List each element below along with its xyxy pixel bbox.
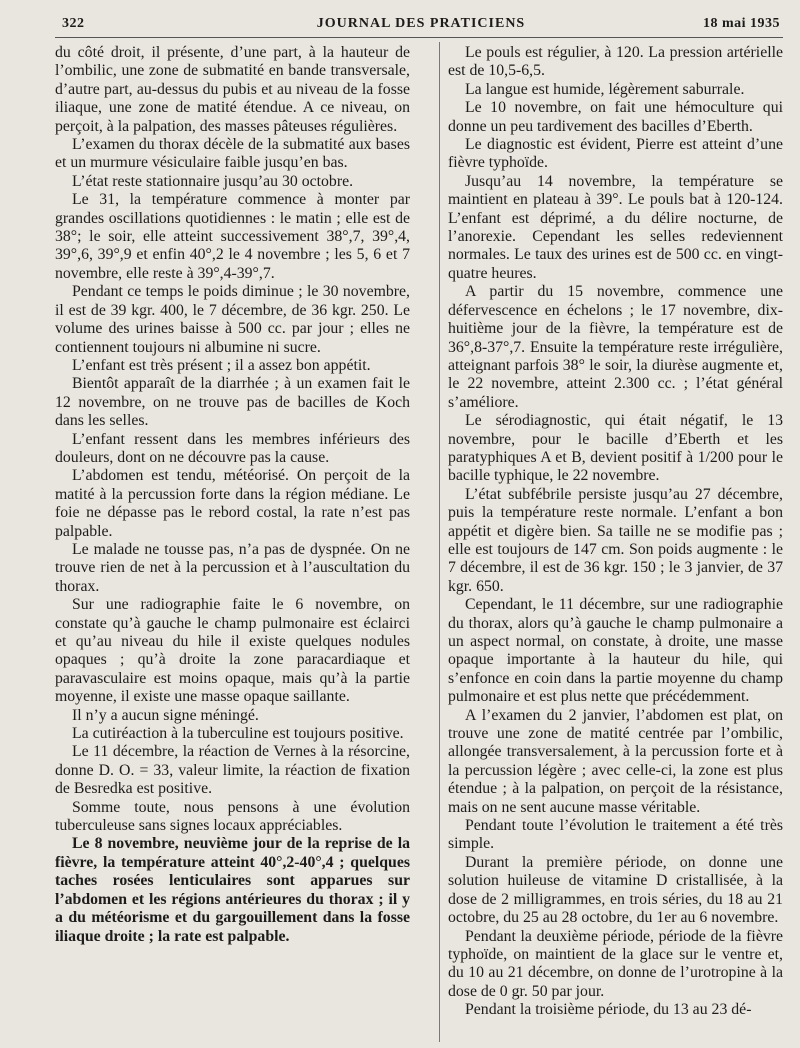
right-column [448,44,783,1040]
paragraph: Le 8 novembre, neuvième jour de la reprise de la fièvre, la température atteint 40°,2-40°,4 ; quelques taches rosées lenticulaires sont apparues sur l’abdomen et les régions antérieures du thorax ; il y a du météorisme et du gargouillement dans la fosse iliaque droite ; la rate est palpable. [55,835,410,945]
paragraph: Le malade ne tousse pas, n’a pas de dyspnée. On ne trouve rien de net à la percussion et à l’auscultation du thorax. [55,540,410,595]
paragraph: Le 31, la température commence à monter par grandes oscillations quotidiennes : le matin ; elle est de 38°; le soir, elle atteint successivement 38°,7, 39°,4, 39°,6, 39°,9 et enfin 40°,2 le 4 novembre ; les 5, 6 et 7 novembre, elle reste à 39°,4-39°,7. [55,191,410,282]
paragraph: L’abdomen est tendu, météorisé. On perçoit de la matité à la percussion forte dans la région médiane. Le foie ne dépasse pas le rebord costal, la rate n’est pas palpable. [55,467,410,540]
paragraph: Le 11 décembre, la réaction de Vernes à la résorcine, donne D. O. = 33, valeur limite, la réaction de fixation de Besredka est positive. [55,743,410,798]
paragraph: Somme toute, nous pensons à une évolution tuberculeuse sans signes locaux appréciables. [55,798,410,835]
paragraph: A l’examen du 2 janvier, l’abdomen est plat, on trouve une zone de matité centrée par l’ombilic, allongée transversalement, à la percussion forte et à la percussion légère ; avec celle-ci, la zone est plus étendue ; à la palpation, on perçoit de la résistance, mais on ne sent aucune masse véritable. [448,706,783,816]
paragraph: L’enfant est très présent ; il a assez bon appétit. [72,356,371,374]
paragraph: du côté droit, il présente, d’une part, à la hauteur de l’ombilic, une zone de submatité en bande transversale, d’autre part, au-dessus du pubis et au niveau de la fosse iliaque, une zone de matité étendue. A ce niveau, on perçoit, à la palpation, des masses pâteuses régulières. [55,44,410,135]
left-column [55,44,410,1040]
running-header [62,16,780,38]
paragraph: L’état reste stationnaire jusqu’au 30 octobre. [72,172,354,190]
page-number: 322 [62,16,85,31]
column-divider [439,42,440,1042]
paragraph: Il n’y a aucun signe méningé. [72,706,259,724]
header-rule [55,37,783,38]
paragraph: L’enfant ressent dans les membres inférieurs des douleurs, dont on ne découvre pas la cause. [55,430,410,466]
paragraph: L’examen du thorax décèle de la submatité aux bases et un murmure vésiculaire faible jusqu’en bas. [55,136,410,172]
paragraph: Pendant la troisième période, du 13 au 23 dé- [465,1001,752,1019]
paragraph: Pendant toute l’évolution le traitement a été très simple. [448,817,783,853]
paragraph: Le pouls est régulier, à 120. La pression artérielle est de 10,5-6,5. [448,44,783,80]
paragraph: Sur une radiographie faite le 6 novembre, on constate qu’à gauche le champ pulmonaire est éclairci et qu’au niveau du hile il existe quelques nodules opaques ; qu’à droite la zone paracardiaque et paravasculaire est moins opaque, mais qu’à la partie moyenne, il existe une masse opaque saillante. [55,596,410,706]
paragraph: Cependant, le 11 décembre, sur une radiographie du thorax, alors qu’à gauche le champ pulmonaire a un aspect normal, on constate, à droite, une masse opaque importante à la hauteur du hile, qui s’enfonce en coin dans la partie moyenne du champ pulmonaire et est plus nette que précédemment. [448,596,783,706]
paragraph: Pendant la deuxième période, période de la fièvre typhoïde, on maintient de la glace sur le ventre et, du 10 au 21 décembre, on donne de l’urotropine à la dose de 0 gr. 50 par jour. [448,927,783,1000]
paragraph: Jusqu’au 14 novembre, la température se maintient en plateau à 39°. Le pouls bat à 120-124. L’enfant est déprimé, a du délire nocturne, de l’anorexie. Cependant les selles redeviennent normales. Le taux des urines est de 500 cc. en vingt-quatre heures. [448,172,783,282]
paragraph: Le diagnostic est évident, Pierre est atteint d’une fièvre typhoïde. [448,136,783,172]
paragraph: Le 10 novembre, on fait une hémoculture qui donne un peu tardivement des bacilles d’Eberth. [448,99,783,135]
paragraph: Le sérodiagnostic, qui était négatif, le 13 novembre, pour le bacille d’Eberth et les paratyphiques A et B, devient positif à 1/200 pour le bacille typhique, le 22 novembre. [448,412,783,485]
paragraph: Pendant ce temps le poids diminue ; le 30 novembre, il est de 39 kgr. 400, le 7 décembre, de 36 kgr. 250. Le volume des urines baisse à 500 cc. par jour ; elles ne contiennent toujours ni albumine ni sucre. [55,283,410,356]
paragraph: Durant la première période, on donne une solution huileuse de vitamine D cristallisée, à la dose de 2 milligrammes, en trois séries, du 18 au 21 octobre, du 25 au 28 octobre, du 1er au 6 novembre. [448,853,783,927]
paragraph: Bientôt apparaît de la diarrhée ; à un examen fait le 12 novembre, on ne trouve pas de bacilles de Koch dans les selles. [55,375,410,430]
issue-date: 18 mai 1935 [702,16,780,31]
paragraph: La cutiréaction à la tuberculine est toujours positive. [72,725,404,743]
paragraph: A partir du 15 novembre, commence une défervescence en échelons ; le 17 novembre, dix-huitième jour de la fièvre, la température est de 36°,8-37°,7. Ensuite la température reste irrégulière, atteignant parfois 38° le soir, la diurèse augmente et, le 22 novembre, atteint 2.300 cc. ; l’état général s’améliore. [448,283,783,411]
journal-title: JOURNAL DES PRATICIENS [316,16,526,31]
paragraph: L’état subfébrile persiste jusqu’au 27 décembre, puis la température reste normale. L’enfant a bon appétit et digère bien. Sa taille ne se modifie pas ; elle est toujours de 147 cm. Son poids augmente : le 7 décembre, il est de 36 kgr. 150 ; le 3 janvier, de 37 kgr. 650. [448,485,783,595]
paragraph: La langue est humide, légèrement saburrale. [465,80,745,98]
